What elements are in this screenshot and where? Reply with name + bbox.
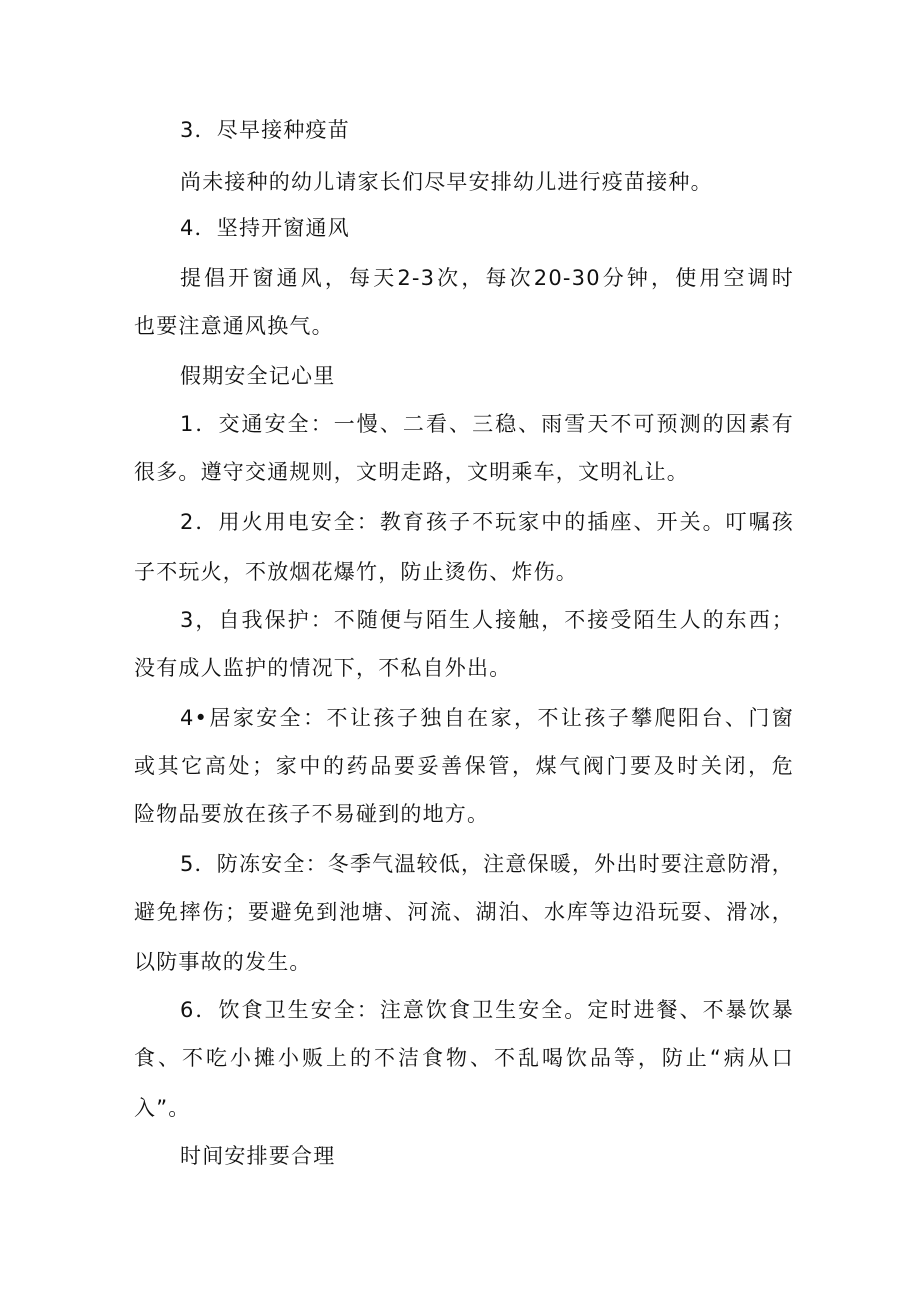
traffic-safety-line-1: 1．交通安全：一慢、二看、三稳、雨雪天不可预测的因素有 xyxy=(180,412,794,436)
food-safety-line-1: 6．饮食卫生安全：注意饮食卫生安全。定时进餐、不暴饮暴 xyxy=(180,998,794,1022)
section-heading-holiday-safety: 假期安全记心里 xyxy=(180,364,336,388)
home-safety-line-1: 4•居家安全：不让孩子独自在家，不让孩子攀爬阳台、门窗 xyxy=(180,706,794,730)
fire-electric-safety-line-2: 子不玩火，不放烟花爆竹，防止烫伤、炸伤。 xyxy=(134,560,578,584)
fire-electric-safety-line-1: 2．用火用电安全：教育孩子不玩家中的插座、开关。叮嘱孩 xyxy=(180,510,794,534)
home-safety-line-2: 或其它高处；家中的药品要妥善保管，煤气阀门要及时关闭，危 xyxy=(134,754,794,778)
self-protection-line-1: 3，自我保护：不随便与陌生人接触，不接受陌生人的东西； xyxy=(180,608,794,632)
food-safety-line-3: 入”。 xyxy=(134,1096,191,1120)
paragraph-vaccination: 尚未接种的幼儿请家长们尽早安排幼儿进行疫苗接种。 xyxy=(180,170,713,194)
section-heading-time-arrangement: 时间安排要合理 xyxy=(180,1144,336,1168)
home-safety-line-3: 险物品要放在孩子不易碰到的地方。 xyxy=(134,802,490,826)
heading-ventilation: 4．坚持开窗通风 xyxy=(180,216,350,240)
cold-safety-line-2: 避免摔伤；要避免到池塘、河流、湖泊、水库等边沿玩耍、滑冰， xyxy=(134,900,794,924)
heading-vaccination: 3．尽早接种疫苗 xyxy=(180,118,350,142)
self-protection-line-2: 没有成人监护的情况下，不私自外出。 xyxy=(134,656,512,680)
food-safety-line-2: 食、不吃小摊小贩上的不洁食物、不乱喝饮品等，防止“病从口 xyxy=(134,1046,794,1070)
traffic-safety-line-2: 很多。遵守交通规则，文明走路，文明乘车，文明礼让。 xyxy=(134,460,689,484)
cold-safety-line-3: 以防事故的发生。 xyxy=(134,950,312,974)
cold-safety-line-1: 5．防冻安全：冬季气温较低，注意保暖，外出时要注意防滑， xyxy=(180,852,794,876)
paragraph-ventilation-line-1: 提倡开窗通风，每天2-3次，每次20-30分钟，使用空调时 xyxy=(180,266,794,290)
paragraph-ventilation-line-2: 也要注意通风换气。 xyxy=(134,314,334,338)
